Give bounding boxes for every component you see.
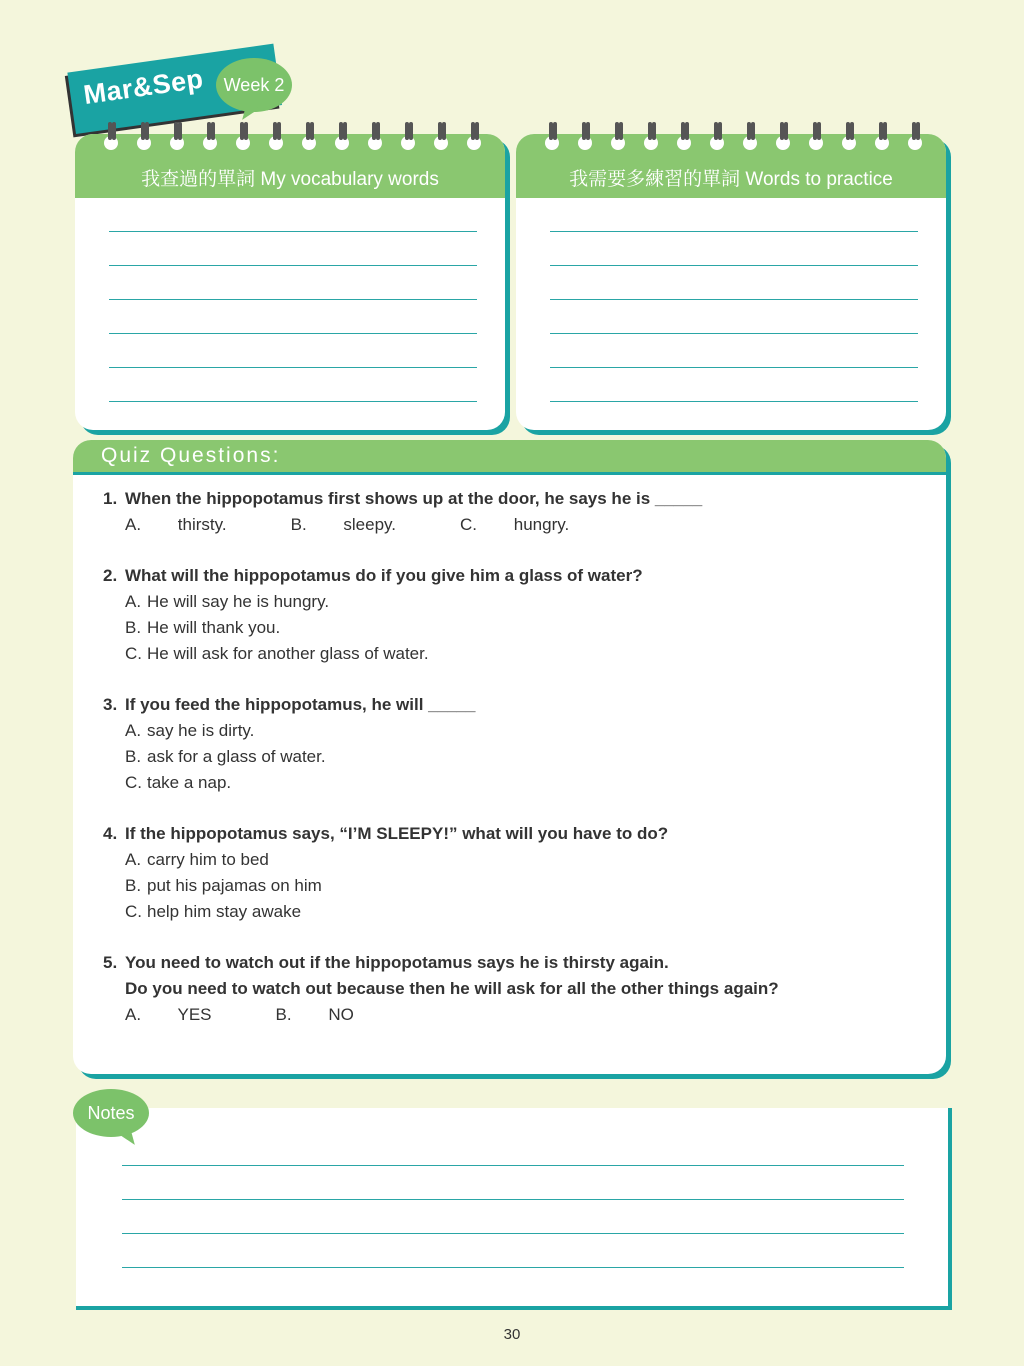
vocabulary-writing-lines[interactable] (109, 230, 477, 402)
answer-option[interactable]: A. carry him to bed (125, 850, 269, 869)
notes-writing-lines[interactable] (122, 1132, 904, 1268)
spiral-ring-icon (428, 122, 461, 156)
notes-area (76, 1108, 952, 1310)
spiral-ring-icon (539, 122, 572, 156)
spiral-ring-icon (230, 122, 263, 156)
spiral-ring-icon (869, 122, 902, 156)
spiral-ring-icon (164, 122, 197, 156)
question-text: If you feed the hippopotamus, he will _____ (125, 695, 476, 714)
spiral-ring-icon (329, 122, 362, 156)
spiral-ring-icon (638, 122, 671, 156)
page-number: 30 (503, 1326, 521, 1343)
answer-option[interactable]: B. NO (275, 1005, 354, 1024)
question-2: 2. What will the hippopotamus do if you give him a glass of water? A. He will say he is hungry. B. He will thank you. C. He will ask for another glass of water. (103, 563, 926, 667)
question-text: You need to watch out if the hippopotamus says he is thirsty again. (125, 953, 669, 972)
answer-option[interactable]: C. take a nap. (125, 773, 232, 792)
question-5: 5. You need to watch out if the hippopotamus says he is thirsty again. Do you need to watch out because then he will ask for all the other things again? A. YES B. NO (103, 950, 926, 1028)
spiral-ring-icon (197, 122, 230, 156)
practice-writing-lines[interactable] (550, 230, 918, 402)
spiral-ring-icon (803, 122, 836, 156)
answer-option[interactable]: C. hungry. (460, 515, 570, 534)
question-text: What will the hippopotamus do if you give him a glass of water? (125, 566, 643, 585)
spiral-ring-icon (395, 122, 428, 156)
spiral-ring-icon (605, 122, 638, 156)
spiral-ring-icon (98, 122, 131, 156)
spiral-ring-icon (461, 122, 494, 156)
month-tag: Mar&Sep (81, 63, 206, 111)
vocabulary-notebook (75, 134, 505, 430)
answer-option[interactable]: A. He will say he is hungry. (125, 592, 330, 611)
answer-option[interactable]: C. He will ask for another glass of water. (125, 644, 429, 663)
answer-option[interactable]: A. YES (125, 1005, 212, 1024)
question-text-continued: Do you need to watch out because then he will ask for all the other things again? (125, 979, 779, 998)
spiral-ring-icon (737, 122, 770, 156)
spiral-ring-icon (902, 122, 935, 156)
question-4: 4. If the hippopotamus says, “I’M SLEEPY!” what will you have to do? A. carry him to bed B. put his pajamas on him C. help him stay awake (103, 821, 926, 925)
quiz-panel (73, 440, 946, 1074)
quiz-title: Quiz Questions: (73, 440, 946, 475)
spiral-ring-icon (362, 122, 395, 156)
spiral-ring-icon (296, 122, 329, 156)
question-3: 3. If you feed the hippopotamus, he will _____ A. say he is dirty. B. ask for a glass of water. C. take a nap. (103, 692, 926, 796)
question-list (103, 486, 926, 1053)
question-text: When the hippopotamus first shows up at the door, he says he is _____ (125, 489, 703, 508)
answer-option[interactable]: B. He will thank you. (125, 618, 281, 637)
spiral-ring-icon (263, 122, 296, 156)
spiral-ring-icon (704, 122, 737, 156)
question-1: 1. When the hippopotamus first shows up at the door, he says he is _____ A. thirsty. B. sleepy. C. hungry. (103, 486, 926, 538)
answer-option[interactable]: C. help him stay awake (125, 902, 302, 921)
spiral-binding-right (539, 122, 935, 156)
vocabulary-notebook-title: 我查過的單詞 My vocabulary words (75, 134, 505, 198)
week-bubble: Week 2 (216, 58, 292, 112)
question-text: If the hippopotamus says, “I’M SLEEPY!” what will you have to do? (125, 824, 669, 843)
practice-notebook (516, 134, 946, 430)
spiral-ring-icon (671, 122, 704, 156)
answer-option[interactable]: A. say he is dirty. (125, 721, 255, 740)
answer-option[interactable]: B. ask for a glass of water. (125, 747, 326, 766)
spiral-ring-icon (131, 122, 164, 156)
spiral-ring-icon (836, 122, 869, 156)
practice-notebook-title: 我需要多練習的單詞 Words to practice (516, 134, 946, 198)
spiral-ring-icon (572, 122, 605, 156)
spiral-binding-left (98, 122, 494, 156)
answer-option[interactable]: B. put his pajamas on him (125, 876, 322, 895)
answer-option[interactable]: B. sleepy. (290, 515, 397, 534)
spiral-ring-icon (770, 122, 803, 156)
notes-label: Notes (73, 1089, 149, 1137)
answer-option[interactable]: A. thirsty. (125, 515, 227, 534)
